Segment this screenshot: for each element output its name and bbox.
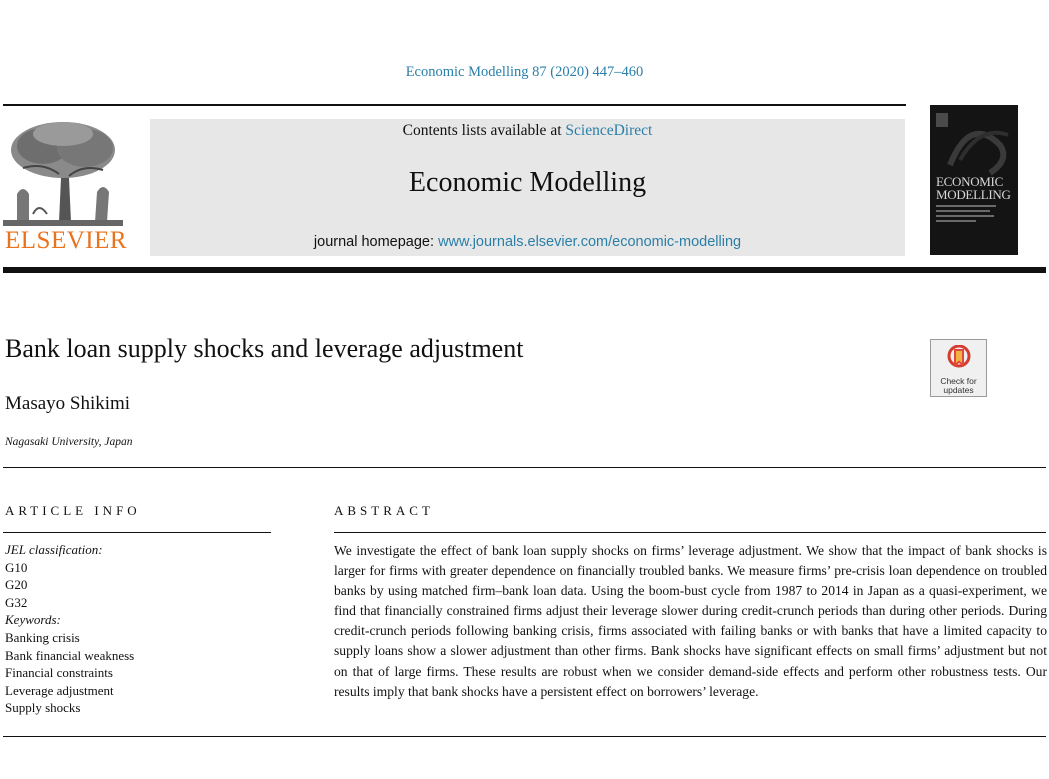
check-for-updates-button[interactable] [930, 339, 987, 397]
journal-homepage-link[interactable]: www.journals.elsevier.com/economic-modelling [438, 234, 742, 250]
homepage-prefix: journal homepage: [313, 234, 439, 250]
keyword: Supply shocks [5, 700, 81, 716]
article-info-heading: ARTICLE INFO [5, 503, 141, 518]
author-name[interactable]: Masayo Shikimi [5, 393, 131, 414]
abstract-heading: ABSTRACT [334, 503, 434, 518]
article-title: Bank loan supply shocks and leverage adjustment [5, 334, 524, 363]
keywords-heading: Keywords: [5, 612, 61, 628]
contents-prefix: Contents lists available at [402, 122, 566, 139]
elsevier-logo [3, 118, 128, 256]
author-affiliation: Nagasaki University, Japan [5, 436, 133, 448]
header-thick-rule [3, 267, 1046, 273]
contents-line [150, 122, 905, 140]
bottom-rule [3, 736, 1046, 737]
journal-reference-link[interactable]: Economic Modelling 87 (2020) 447–460 [405, 64, 644, 80]
bookmark-icon [947, 345, 971, 373]
sciencedirect-link[interactable]: ScienceDirect [565, 122, 653, 139]
elsevier-tree-icon [3, 118, 123, 226]
abstract-text: We investigate the effect of bank loan supply shocks on firms’ leverage adjustment. We show that the impact of bank shocks is larger for firms with greater dependence on financially troubled banks. We measure firms’ pre-crisis loan dependence on troubled banks by using matched firm–bank loan data. Using the boom-bust cycle from 1987 to 2014 in Japan as a quasi-experiment, we find that financially constrained firms adjust their leverage slower during credit-crunch periods than during other periods. During credit-crunch periods following banking crisis, firms associated with failing banks or with banks that have a limited capacity to supply loans show a slower adjustment than other firms. Bank shocks have significant effects on small firms’ adjustment but not on that of large firms. These results are robust when we consider demand-side effects and perform other robustness tests. Our results imply that bank shocks have a persistent effect on borrowers’ leverage. [334, 543, 1047, 699]
abstract-rule [334, 532, 1046, 533]
jel-classification-heading: JEL classification: [5, 542, 103, 557]
article-info-rule [3, 532, 271, 533]
jel-code: G10 [5, 559, 28, 575]
keyword: Leverage adjustment [5, 682, 114, 698]
jel-code: G20 [5, 577, 28, 593]
journal-banner [150, 119, 905, 256]
section-rule [3, 467, 1046, 468]
journal-cover-image[interactable] [930, 105, 1018, 255]
cover-title: ECONOMIC MODELLING [936, 174, 1011, 202]
keyword: Bank financial weakness [5, 647, 135, 663]
journal-name: Economic Modelling [408, 167, 647, 198]
homepage-line [150, 234, 905, 250]
keyword: Financial constraints [5, 665, 113, 681]
jel-code: G32 [5, 594, 28, 610]
cover-text-lines [936, 205, 996, 225]
article-info-list [5, 541, 255, 717]
elsevier-wordmark: ELSEVIER [5, 227, 128, 254]
top-rule [3, 104, 906, 106]
check-for-updates-label: Check for updates [940, 376, 977, 395]
keyword: Banking crisis [5, 629, 80, 645]
